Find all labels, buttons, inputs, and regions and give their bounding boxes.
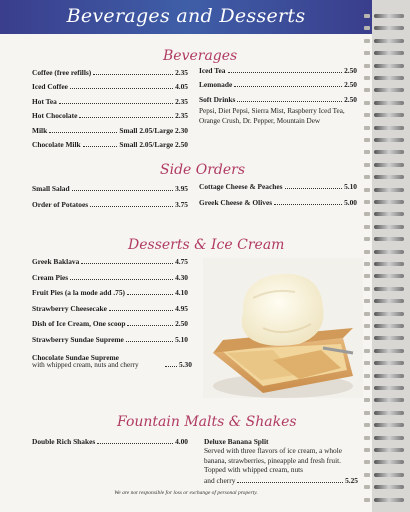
- item-name: Dish of Ice Cream, One scoop: [32, 319, 126, 328]
- leader-dots: [237, 478, 343, 483]
- banana-split-desc-line-1: Served with three flavors of ice cream, a whole: [204, 446, 342, 455]
- beverage-item-2: [32, 97, 188, 106]
- section-title-side-orders: Side Orders: [160, 162, 246, 178]
- banana-split-desc-line-2: banana, strawberries, pineapple and fresh fruit.: [204, 455, 341, 465]
- binding-hole: [364, 250, 370, 254]
- leader-dots: [165, 362, 177, 367]
- leader-dots: [72, 186, 173, 191]
- binding-hole: [364, 274, 370, 278]
- binding-hole: [364, 460, 370, 464]
- menu-item-banana-split: [204, 437, 268, 446]
- spiral-coil: [374, 386, 404, 390]
- spiral-coil: [374, 188, 404, 192]
- binding-hole: [364, 212, 370, 216]
- item-name: Chocolate Milk: [32, 140, 81, 149]
- spiral-coil: [374, 448, 404, 452]
- item-price: 5.30: [179, 360, 192, 369]
- spiral-coil: [374, 299, 404, 303]
- item-price: 4.05: [175, 82, 188, 92]
- beverage-item-right-1: [199, 80, 357, 89]
- leader-dots: [237, 97, 342, 102]
- spiral-coil: [374, 113, 404, 117]
- spiral-coil: [374, 200, 404, 204]
- spiral-coil: [374, 473, 404, 477]
- item-price: 4.00: [175, 437, 188, 446]
- banana-split-desc: [204, 446, 374, 475]
- item-price: 2.35: [175, 111, 188, 121]
- binding-hole: [364, 324, 370, 328]
- side-item-0: [32, 184, 188, 193]
- leader-dots: [81, 259, 173, 264]
- leader-dots: [90, 202, 173, 207]
- banana-split-desc-line-4: and cherry: [204, 476, 236, 485]
- binding-hole: [364, 262, 370, 266]
- item-name: Strawberry Cheesecake: [32, 303, 107, 313]
- leader-dots: [127, 321, 173, 326]
- section-title-fountain: Fountain Malts & Shakes: [117, 414, 297, 430]
- binding-hole: [364, 14, 370, 18]
- item-name: Greek Cheese & Olives: [199, 197, 273, 207]
- leader-dots: [126, 337, 173, 342]
- leader-dots: [70, 275, 173, 280]
- leader-dots: [228, 68, 343, 73]
- spiral-coil: [374, 336, 404, 340]
- spiral-coil: [374, 361, 404, 365]
- beverage-item-5: [32, 140, 188, 149]
- item-price: 4.75: [175, 257, 188, 266]
- binding-hole: [364, 200, 370, 204]
- binding-hole: [364, 150, 370, 154]
- item-price: 2.50: [344, 80, 357, 90]
- soft-drinks-desc-line-1: Pepsi, Diet Pepsi, Sierra Mist, Raspberry Iced Tea,: [199, 107, 345, 115]
- spiral-coil: [374, 51, 404, 55]
- item-name: Chocolate Sundae Supreme: [32, 353, 119, 362]
- item-price: 2.50: [344, 94, 357, 104]
- item-price: 4.95: [175, 303, 188, 313]
- footer-disclaimer: We are not responsible for loss or exchange of personal property.: [114, 490, 258, 496]
- binding-hole: [364, 88, 370, 92]
- page-title: Beverages and Desserts: [66, 5, 306, 27]
- binding-hole: [364, 237, 370, 241]
- spiral-coil: [374, 349, 404, 353]
- dessert-item-5: [32, 335, 188, 344]
- binding-hole: [364, 336, 370, 340]
- leader-dots: [274, 200, 342, 205]
- item-price: 3.95: [175, 184, 188, 193]
- leader-dots: [59, 99, 173, 104]
- leader-dots: [285, 184, 343, 189]
- spiral-coil: [374, 237, 404, 241]
- spiral-coil: [374, 398, 404, 402]
- item-name: Cream Pies: [32, 272, 69, 282]
- dessert-item-3: [32, 304, 188, 313]
- binding-hole: [364, 374, 370, 378]
- item-price: 5.10: [344, 182, 357, 191]
- binding-hole: [364, 349, 370, 353]
- side-item-1: [32, 200, 188, 209]
- binding-hole: [364, 175, 370, 179]
- item-price: 4.10: [175, 288, 188, 297]
- item-name: Small Salad: [32, 184, 70, 193]
- dessert-item-0: [32, 257, 188, 266]
- spiral-coil: [374, 26, 404, 30]
- banana-split-desc-line-3: Topped with whipped cream, nuts: [204, 465, 303, 475]
- item-name: Hot Tea: [32, 96, 57, 106]
- spiral-coil: [374, 88, 404, 92]
- spiral-coil: [374, 150, 404, 154]
- leader-dots: [93, 70, 173, 75]
- item-price: 2.35: [175, 96, 188, 106]
- item-price: 3.75: [175, 199, 188, 209]
- leader-dots: [97, 439, 173, 444]
- spiral-coil: [374, 76, 404, 80]
- chocolate-sundae-price-row: [163, 360, 192, 369]
- binding-hole: [364, 312, 370, 316]
- item-name: Strawberry Sundae Supreme: [32, 334, 124, 344]
- binding-hole: [364, 188, 370, 192]
- item-name: Double Rich Shakes: [32, 437, 96, 446]
- leader-dots: [127, 290, 173, 295]
- item-name: Order of Potatoes: [32, 199, 89, 209]
- beverage-item-right-2: [199, 95, 357, 104]
- spiral-coil: [374, 14, 404, 18]
- spiral-coil: [374, 274, 404, 278]
- binding-hole: [364, 448, 370, 452]
- spiral-coil: [374, 225, 404, 229]
- item-price: 5.10: [175, 334, 188, 344]
- binding-hole: [364, 138, 370, 142]
- binding-hole: [364, 473, 370, 477]
- spiral-coil: [374, 436, 404, 440]
- binding-hole: [364, 485, 370, 489]
- spiral-coil: [374, 374, 404, 378]
- binding-hole: [364, 287, 370, 291]
- spiral-coil: [374, 175, 404, 179]
- leader-dots: [70, 84, 173, 89]
- binding-hole: [364, 126, 370, 130]
- spiral-coil: [374, 324, 404, 328]
- spiral-coil: [374, 138, 404, 142]
- item-name: Soft Drinks: [199, 94, 236, 104]
- spiral-coil: [374, 250, 404, 254]
- item-name: Fruit Pies (a la mode add .75): [32, 288, 125, 297]
- side-item-right-0: [199, 182, 357, 191]
- item-price: 2.35: [175, 68, 188, 77]
- spiral-coil: [374, 287, 404, 291]
- item-name: Iced Coffee: [32, 82, 68, 92]
- item-price: 2.50: [175, 319, 188, 328]
- binding-hole: [364, 64, 370, 68]
- section-title-desserts: Desserts & Ice Cream: [128, 237, 285, 253]
- binding-hole: [364, 101, 370, 105]
- leader-dots: [49, 128, 117, 133]
- beverage-item-right-0: [199, 66, 357, 75]
- item-price: Small 2.05/Large 2.50: [119, 140, 188, 149]
- binding-hole: [364, 436, 370, 440]
- leader-dots: [234, 82, 342, 87]
- soft-drinks-desc-line-2: Orange Crush, Dr. Pepper, Mountain Dew: [199, 117, 321, 125]
- binding-hole: [364, 26, 370, 30]
- binding-hole: [364, 76, 370, 80]
- spiral-coil: [374, 163, 404, 167]
- spiral-binding: [374, 0, 410, 512]
- item-price: 5.00: [344, 197, 357, 207]
- binding-hole: [364, 299, 370, 303]
- item-price: 4.30: [175, 272, 188, 282]
- item-price: 5.25: [345, 476, 358, 485]
- beverage-item-4: [32, 126, 188, 135]
- section-title-beverages: Beverages: [163, 48, 238, 64]
- item-name: Hot Chocolate: [32, 111, 78, 121]
- spiral-coil: [374, 262, 404, 266]
- spiral-coil: [374, 126, 404, 130]
- pie-a-la-mode-photo: [203, 258, 363, 398]
- beverage-item-0: [32, 68, 188, 77]
- dessert-item-1: [32, 273, 188, 282]
- item-name: Deluxe Banana Split: [204, 437, 269, 446]
- spiral-coil: [374, 312, 404, 316]
- side-item-right-1: [199, 198, 357, 207]
- binding-hole: [364, 386, 370, 390]
- spiral-coil: [374, 212, 404, 216]
- chocolate-sundae-desc: with whipped cream, nuts and cherry: [32, 361, 139, 369]
- spiral-coil: [374, 64, 404, 68]
- binding-hole: [364, 39, 370, 43]
- item-name: Coffee (free refills): [32, 68, 92, 77]
- item-name: Lemonade: [199, 80, 233, 90]
- beverage-item-3: [32, 111, 188, 120]
- item-name: Greek Baklava: [32, 257, 80, 266]
- binding-hole: [364, 411, 370, 415]
- item-name: Milk: [32, 125, 48, 135]
- binding-hole: [364, 225, 370, 229]
- dessert-item-2: [32, 288, 188, 297]
- item-name: Cottage Cheese & Peaches: [199, 182, 283, 191]
- leader-dots: [83, 142, 118, 147]
- menu-item-double-rich-shakes: [32, 437, 188, 446]
- banana-split-price-row: [204, 476, 358, 485]
- spiral-coil: [374, 39, 404, 43]
- item-price: Small 2.05/Large 2.30: [119, 125, 188, 135]
- spiral-coil: [374, 498, 404, 502]
- spiral-coil: [374, 460, 404, 464]
- header-banner: [0, 0, 372, 34]
- binding-hole: [364, 163, 370, 167]
- binding-hole: [364, 113, 370, 117]
- spiral-coil: [374, 423, 404, 427]
- beverage-item-1: [32, 82, 188, 91]
- item-price: 2.50: [344, 66, 357, 75]
- binding-hole: [364, 361, 370, 365]
- dessert-item-4: [32, 319, 188, 328]
- spiral-coil: [374, 411, 404, 415]
- binding-hole: [364, 498, 370, 502]
- leader-dots: [109, 306, 173, 311]
- binding-hole: [364, 398, 370, 402]
- spiral-coil: [374, 485, 404, 489]
- binding-hole: [364, 51, 370, 55]
- spiral-coil: [374, 101, 404, 105]
- item-name: Iced Tea: [199, 66, 226, 75]
- binding-hole: [364, 423, 370, 427]
- leader-dots: [79, 113, 173, 118]
